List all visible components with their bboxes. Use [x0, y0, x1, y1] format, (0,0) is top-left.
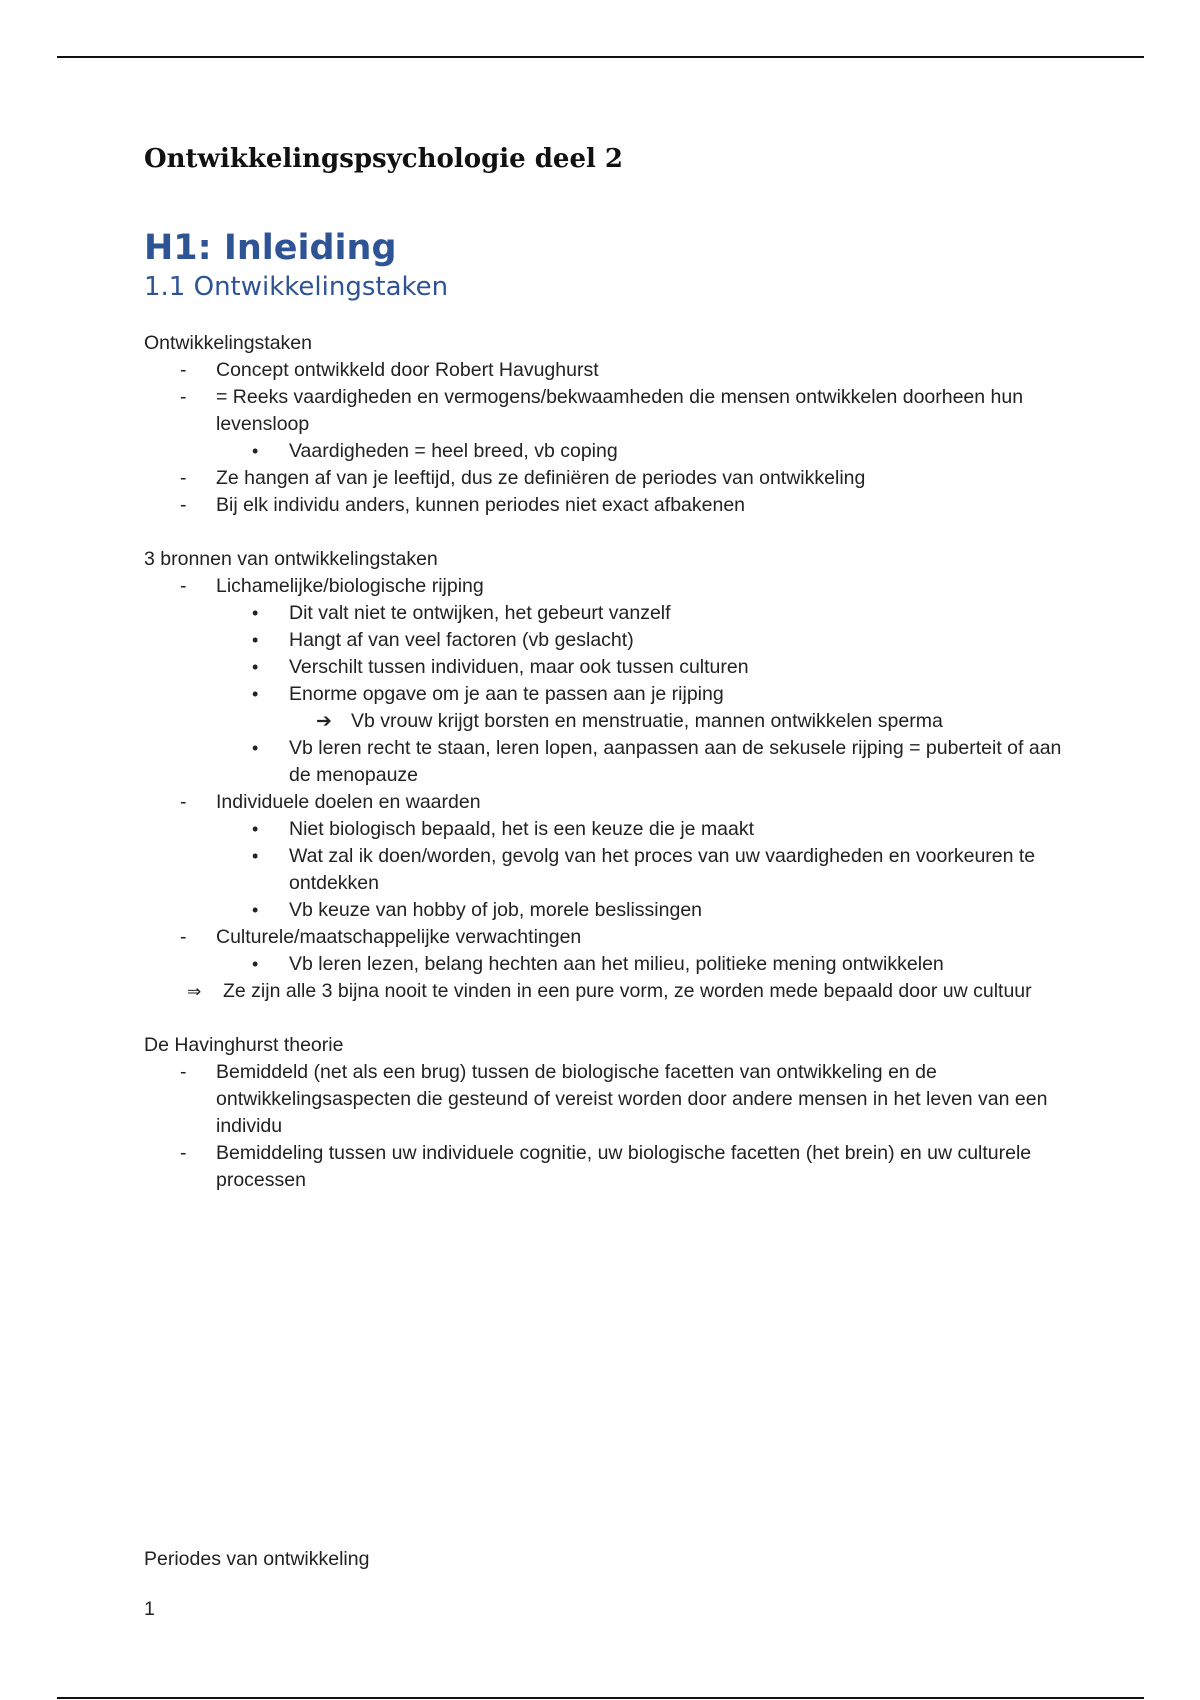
- bullet-marker: •: [252, 954, 259, 974]
- page-number: 1: [144, 1597, 155, 1620]
- list-item: • Niet biologisch bepaald, het is een keuze die je maakt: [144, 816, 1074, 843]
- list-item: - Culturele/maatschappelijke verwachtingen: [144, 924, 1074, 951]
- list-item: - Bemiddeling tussen uw individuele cognitie, uw biologische facetten (het brein) en uw culturele processen: [180, 1142, 1032, 1191]
- section-title: De Havinghurst theorie: [144, 1034, 344, 1056]
- footer-rule: [57, 1697, 1144, 1699]
- dash-marker: -: [180, 575, 187, 597]
- list-item: - Individuele doelen en waarden: [144, 789, 1074, 816]
- section-title-periodes: Periodes van ontwikkeling: [144, 1547, 370, 1570]
- bullet-marker: •: [252, 846, 259, 866]
- list-item: ➔ Vb vrouw krijgt borsten en menstruatie, mannen ontwikkelen sperma: [144, 708, 1074, 735]
- list-item: • Vaardigheden = heel breed, vb coping: [144, 438, 1074, 465]
- heading-2: 1.1 Ontwikkelingstaken: [144, 272, 449, 302]
- section-havinghurst: [144, 1032, 1074, 1194]
- bullet-marker: •: [252, 603, 259, 623]
- dash-marker: -: [180, 386, 187, 408]
- heading-1: H1: Inleiding: [144, 228, 397, 268]
- list-item: • Wat zal ik doen/worden, gevolg van het proces van uw vaardigheden en voorkeuren te ontdekken: [252, 845, 1036, 894]
- list-item: • Vb leren recht te staan, leren lopen, aanpassen aan de sekusele rijping = puberteit of aan de menopauze: [252, 737, 1062, 786]
- list-item: - = Reeks vaardigheden en vermogens/bekwaamheden die mensen ontwikkelen doorheen hun levensloop: [180, 386, 1024, 435]
- list-item: • Vb keuze van hobby of job, morele beslissingen: [144, 897, 1074, 924]
- list-item: - Ze hangen af van je leeftijd, dus ze definiëren de periodes van ontwikkeling: [144, 465, 1074, 492]
- list-item: • Dit valt niet te ontwijken, het gebeurt vanzelf: [144, 600, 1074, 627]
- section-bronnen: [144, 546, 1074, 1005]
- dash-marker: -: [180, 1061, 187, 1083]
- bullet-marker: •: [252, 441, 259, 461]
- bullet-marker: •: [252, 819, 259, 839]
- list-item: • Hangt af van veel factoren (vb geslacht): [144, 627, 1074, 654]
- list-item: ⇒ Ze zijn alle 3 bijna nooit te vinden in een pure vorm, ze worden mede bepaald door uw cultuur: [144, 978, 1074, 1005]
- list-item: - Lichamelijke/biologische rijping: [144, 573, 1074, 600]
- list-item: - Bij elk individu anders, kunnen periodes niet exact afbakenen: [144, 492, 1074, 519]
- dash-marker: -: [180, 1142, 187, 1164]
- section-ontwikkelingstaken: [144, 330, 1074, 519]
- arrow-right-icon: ➔: [316, 711, 332, 732]
- implies-arrow-icon: ⇒: [187, 982, 202, 1001]
- dash-marker: -: [180, 494, 187, 516]
- bullet-marker: •: [252, 900, 259, 920]
- bullet-marker: •: [252, 738, 259, 758]
- section-title: 3 bronnen van ontwikkelingstaken: [144, 548, 438, 570]
- list-item: - Concept ontwikkeld door Robert Havughurst: [144, 357, 1074, 384]
- dash-marker: -: [180, 791, 187, 813]
- bullet-marker: •: [252, 684, 259, 704]
- list-item: • Verschilt tussen individuen, maar ook tussen culturen: [144, 654, 1074, 681]
- dash-marker: -: [180, 926, 187, 948]
- section-title: Ontwikkelingstaken: [144, 332, 312, 354]
- bullet-marker: •: [252, 657, 259, 677]
- list-item: - Bemiddeld (net als een brug) tussen de biologische facetten van ontwikkeling en de ontwikkelingsaspecten die gesteund of vereist worden door andere mensen in het leven van een individu: [180, 1061, 1048, 1137]
- list-item: • Enorme opgave om je aan te passen aan je rijping: [144, 681, 1074, 708]
- list-item: • Vb leren lezen, belang hechten aan het milieu, politieke mening ontwikkelen: [144, 951, 1074, 978]
- dash-marker: -: [180, 359, 187, 381]
- dash-list: [144, 1059, 1074, 1194]
- document-body: [144, 330, 1074, 1221]
- dash-marker: -: [180, 467, 187, 489]
- dash-list: [144, 357, 1074, 519]
- header-rule: [57, 56, 1144, 58]
- dash-list: [144, 573, 1074, 1005]
- bullet-marker: •: [252, 630, 259, 650]
- document-title: Ontwikkelingspsychologie deel 2: [144, 144, 624, 174]
